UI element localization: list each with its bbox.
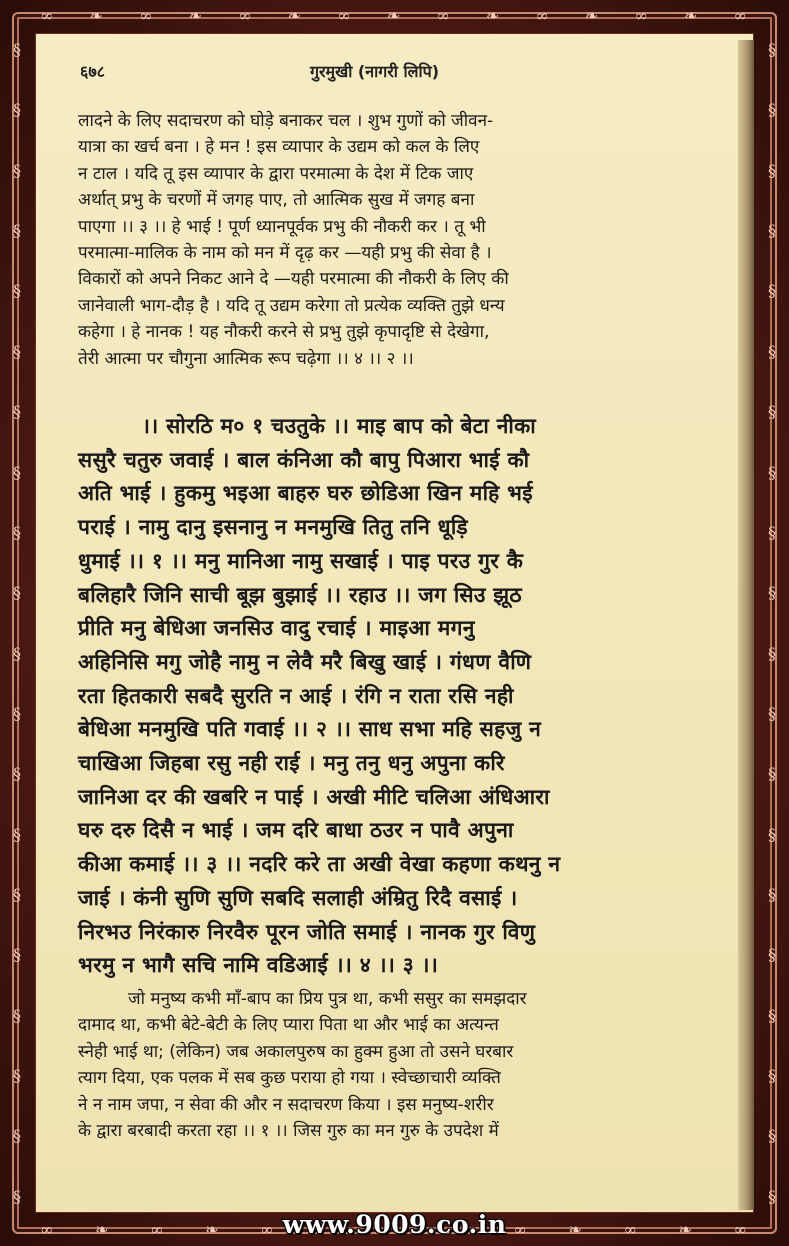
text-line: त्याग दिया, एक पलक में सब कुछ पराया हो गया । स्वेच्छाचारी व्यक्ति: [78, 1068, 501, 1089]
commentary-paragraph-1: [78, 108, 728, 372]
text-line: कहेगा । हे नानक ! यह नौकरी करने से प्रभु तुझे कृपादृष्टि से देखेगा,: [78, 322, 490, 343]
text-line: यात्रा का खर्च बना । हे मन ! इस व्यापार के उद्यम को कल के लिए: [78, 137, 480, 158]
verse-line: घरु दरु दिसै न भाई । जम दरि बाधा ठउर न पावै अपुना: [78, 818, 514, 843]
verse-line: निरभउ निरंकारु निरवैरु पूरन जोति समाई । नानक गुर विणु: [78, 919, 536, 944]
text-line: लादने के लिए सदाचरण को घोड़े बनाकर चल । शुभ गुणों को जीवन-: [78, 111, 494, 131]
verse-line: भरमु न भागै सचि नामि वडिआई ।। ४ ।। ३ ।।: [78, 953, 439, 978]
page-number: ६७८: [80, 62, 105, 81]
commentary-paragraph-2: [78, 986, 728, 1144]
verse-line: पराई । नामु दानु इसनानु न मनमुखि तितु तनि धूड़ि: [78, 515, 468, 540]
verse-line: धुमाई ।। १ ।। मनु मानिआ नामु सखाई । पाइ परउ गुर कै: [78, 548, 524, 573]
verse-line: अति भाई । हुकमु भइआ बाहरु घरु छोडिआ खिन महि भई: [78, 481, 533, 506]
text-line: पाएगा ।। ३ ।। हे भाई ! पूर्ण ध्यानपूर्वक प्रभु की नौकरी कर । तू भी: [78, 216, 486, 237]
text-line: अर्थात् प्रभु के चरणों में जगह पाए, तो आत्मिक सुख में जगह बना: [78, 190, 475, 211]
text-line: ने न नाम जपा, न सेवा की और न सदाचरण किया । इस मनुष्य-शरीर: [78, 1094, 494, 1115]
frame-ornament-left: § § § § § § § § § § § § § § § § § § § §: [13, 40, 21, 1206]
verse-line: बेधिआ मनमुखि पति गवाई ।। २ ।। साध सभा महि सहजु न: [78, 717, 542, 742]
verse-line: अहिनिसि मगु जोहै नामु न लेवै मरै बिखु खाई । गंधण वैणि: [78, 649, 532, 674]
website-watermark: www.9009.co.in: [282, 1210, 507, 1239]
page-title: गुरमुखी (नागरी लिपि): [310, 62, 440, 81]
page-header: [80, 60, 720, 86]
text-line: स्नेही भाई था; (लेकिन) जब अकालपुरुष का हुक्म हुआ तो उसने घरबार: [78, 1041, 514, 1062]
page-edge: [738, 40, 754, 1210]
text-line: जो मनुष्य कभी माँ-बाप का प्रिय पुत्र था, कभी ससुर का समझदार: [128, 989, 527, 1009]
verse-line: ससुरै चतुरु जवाई । बाल कंनिआ कौ बापु पिआरा भाई कौ: [78, 447, 530, 472]
verse-line: कीआ कमाई ।। ३ ।। नदरि करे ता अखी वेखा कहणा कथनु न: [78, 852, 561, 877]
text-line: जानेवाली भाग-दौड़ है । यदि तू उद्यम करेगा तो प्रत्येक व्यक्ति तुझे धन्य: [78, 295, 505, 316]
text-line: दामाद था, कभी बेटे-बेटी के लिए प्यारा पिता था और भाई का अत्यन्त: [78, 1015, 499, 1036]
verse-line: प्रीति मनु बेधिआ जनसिउ वादु रचाई । माइआ मगनु: [78, 616, 475, 641]
text-line: तेरी आत्मा पर चौगुना आत्मिक रूप चढ़ेगा ।। ४ ।। २ ।।: [78, 348, 414, 369]
text-line: न टाल । यदि तू इस व्यापार के द्वारा परमात्मा के देश में टिक जाए: [78, 163, 474, 184]
verse-line: जानिआ दर की खबरि न पाई । अखी मीटि चलिआ अंधिआरा: [78, 784, 550, 809]
text-line: परमात्मा-मालिक के नाम को मन में दृढ़ कर —यही प्रभु की सेवा है ।: [78, 243, 492, 264]
verse-line: जाई । कंनी सुणि सुणि सबदि सलाही अंम्रितु रिदै वसाई ।: [78, 885, 518, 910]
frame-ornament-top: ∞ ❧ ∞ ❧ ∞ ❧ ∞ ❧ ∞ ❧ ∞ ❧ ∞ ❧ ∞: [40, 5, 749, 25]
verse-line: बलिहारै जिनि साची बूझ बुझाई ।। रहाउ ।। जग सिउ झूठ: [78, 582, 522, 607]
text-line: के द्वारा बरबादी करता रहा ।। १ ।। जिस गुरु का मन गुरु के उपदेश में: [78, 1121, 499, 1142]
verse-line: रता हितकारी सबदै सुरति न आई । रंगि न राता रसि नही: [78, 683, 514, 708]
frame-ornament-bottom: ∞ ❧ ∞ ❧ ∞ ∞ ❧ ∞ ❧ ∞: [40, 1219, 749, 1239]
text-line: विकारों को अपने निकट आने दे —यही परमात्मा की नौकरी के लिए की: [78, 269, 509, 290]
verse-line: चाखिआ जिहबा रसु नही राई । मनु तनु धनु अपुना करि: [78, 751, 505, 776]
gurbani-verse: [78, 410, 728, 983]
frame-ornament-right: § § § § § § § § § § § § § § § § § § § §: [768, 40, 776, 1206]
verse-line: ।। सोरठि म० १ चउतुके ।। माइ बाप को बेटा नीका: [142, 414, 536, 438]
